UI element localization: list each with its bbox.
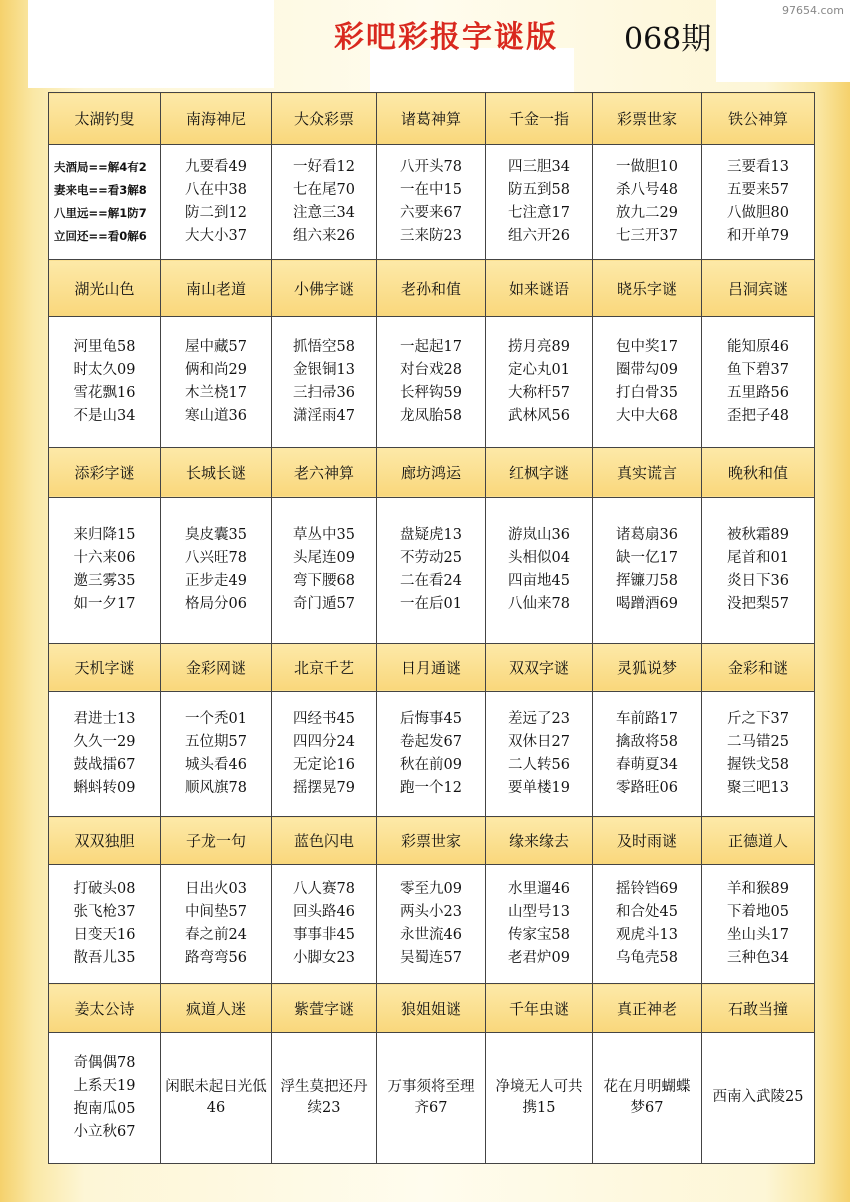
clue-line: 寒山道36 [185,407,247,424]
clue-cell [593,1032,702,1163]
clue-line: 武林风56 [508,407,570,424]
name-row [49,643,815,691]
clue-line: 不劳动25 [400,550,462,567]
clue-line: 邀三雾35 [73,573,136,590]
clue-cell [161,498,272,643]
clue-row [49,1032,815,1163]
riddle-table [48,92,815,1164]
clue-line: 七三开37 [616,228,678,245]
clue-line: 八开头78 [400,159,462,176]
clue-line: 尾首和01 [727,550,789,567]
clue-line: 喝蹭酒69 [616,596,678,613]
clue-line: 游岚山36 [508,527,570,544]
clue-line: 后悔事45 [400,711,462,728]
author-name-cell: 红枫字谜 [486,447,593,497]
clue-cell [593,692,702,817]
clue-line: 一起起17 [400,338,462,355]
clue-cell [593,316,702,447]
clue-line: 五要来57 [727,182,789,199]
author-name-cell: 大众彩票 [272,93,377,145]
clue-cell [486,692,593,817]
clue-cell [49,145,161,260]
clue-cell [49,1032,161,1163]
name-row [49,984,815,1032]
clue-line: 五里路56 [727,384,789,401]
clue-line: 张飞枪37 [73,904,136,921]
author-name-cell: 及时雨谜 [593,817,702,865]
clue-line: 蝌蚪转09 [73,780,136,797]
clue-line: 一在中15 [400,182,462,199]
site-watermark: 97654.com [782,4,844,17]
clue-cell [702,316,815,447]
clue-line: 散吾儿35 [73,950,136,967]
clue-line: 零至九09 [400,881,462,898]
white-mask-left [28,0,274,88]
clue-line: 顺风旗78 [185,780,247,797]
clue-line: 歪把子48 [727,407,789,424]
clue-line: 打白骨35 [616,384,678,401]
clue-line: 九要看49 [185,159,247,176]
clue-line: 差远了23 [508,711,570,728]
clue-line: 要单楼19 [508,780,570,797]
clue-line: 乌龟壳58 [616,950,678,967]
clue-line: 四三胆34 [508,159,570,176]
clue-cell [272,498,377,643]
clue-line: 立回还==看0解6 [54,229,147,244]
clue-line: 大大小37 [185,228,247,245]
clue-line: 日出火03 [185,881,247,898]
clue-line: 五位期57 [185,734,247,751]
clue-line: 潇淫雨47 [293,407,355,424]
clue-cell [486,1032,593,1163]
clue-line: 捞月亮89 [508,338,570,355]
clue-line: 擒敌将58 [616,734,678,751]
author-name-cell: 千年虫谜 [486,984,593,1032]
clue-row [49,692,815,817]
clue-line: 摇摆晃79 [293,780,355,797]
clue-line: 和开单79 [727,228,789,245]
author-name-cell: 灵狐说梦 [593,643,702,691]
name-row [49,447,815,497]
author-name-cell: 铁公神算 [702,93,815,145]
clue-line: 包中奖17 [616,338,678,355]
clue-line: 摇铃铛69 [616,881,678,898]
clue-line: 路弯弯56 [185,950,247,967]
clue-line: 抓悟空58 [293,338,355,355]
clue-cell [161,145,272,260]
clue-line: 木兰桡17 [185,384,247,401]
clue-line: 三要看13 [727,159,789,176]
clue-line: 城头看46 [185,757,247,774]
clue-line: 正步走49 [185,573,247,590]
clue-line: 八做胆80 [727,205,789,222]
clue-cell [593,145,702,260]
clue-cell [49,865,161,984]
clue-line: 龙凤胎58 [400,407,462,424]
author-name-cell: 金彩网谜 [161,643,272,691]
clue-line: 草丛中35 [293,527,355,544]
clue-cell [161,865,272,984]
clue-line: 山型号13 [508,904,570,921]
clue-line: 缺一亿17 [616,550,678,567]
author-name-cell: 子龙一句 [161,817,272,865]
clue-line: 一在后01 [400,596,462,613]
author-name-cell: 石敢当撞 [702,984,815,1032]
clue-cell [272,865,377,984]
clue-cell [486,145,593,260]
clue-line: 八里远==解1防7 [54,206,147,221]
clue-line: 六要来67 [400,205,462,222]
clue-line: 羊和猴89 [727,881,789,898]
clue-cell [593,865,702,984]
clue-line: 鱼下碧37 [727,361,789,378]
clue-line: 下着地05 [727,904,789,921]
clue-line: 河里龟58 [73,338,136,355]
author-name-cell: 老六神算 [272,447,377,497]
clue-cell [702,865,815,984]
clue-line: 春萌夏34 [616,757,678,774]
clue-line: 注意三34 [293,205,355,222]
author-name-cell: 晓乐字谜 [593,260,702,316]
clue-line: 抱南瓜05 [73,1100,136,1117]
clue-cell [161,692,272,817]
clue-line: 雪花飘16 [73,384,136,401]
clue-line: 三来防23 [400,228,462,245]
clue-line: 闲眠未起日光低46 [165,1078,267,1116]
author-name-cell: 双双字谜 [486,643,593,691]
author-name-cell: 吕洞宾谜 [702,260,815,316]
clue-line: 弯下腰68 [293,573,355,590]
clue-line: 八人赛78 [293,881,355,898]
author-name-cell: 小佛字谜 [272,260,377,316]
author-name-cell: 紫萱字谜 [272,984,377,1032]
clue-line: 日变天16 [73,927,136,944]
clue-line: 西南入武陵25 [712,1089,804,1106]
name-row [49,817,815,865]
author-name-cell: 长城长谜 [161,447,272,497]
author-name-cell: 太湖钓叟 [49,93,161,145]
author-name-cell: 廊坊鸿运 [377,447,486,497]
clue-line: 无定论16 [293,757,355,774]
clue-line: 盘疑虎13 [400,527,462,544]
author-name-cell: 湖光山色 [49,260,161,316]
clue-cell [377,692,486,817]
author-name-cell: 晚秋和值 [702,447,815,497]
clue-line: 一个秃01 [185,711,247,728]
clue-line: 中间垫57 [185,904,247,921]
clue-line: 卷起发67 [400,734,462,751]
author-name-cell: 姜太公诗 [49,984,161,1032]
author-name-cell: 老孙和值 [377,260,486,316]
author-name-cell: 双双独胆 [49,817,161,865]
clue-line: 定心丸01 [508,361,570,378]
name-row [49,93,815,145]
clue-line: 防二到12 [185,205,247,222]
clue-cell [377,865,486,984]
clue-line: 车前路17 [616,711,678,728]
clue-cell [49,692,161,817]
clue-line: 二人转56 [508,757,570,774]
clue-cell [49,316,161,447]
clue-line: 握铁戈58 [727,757,789,774]
clue-line: 一做胆10 [616,159,678,176]
clue-line: 花在月明蝴蝶梦67 [603,1078,691,1116]
clue-cell [702,1032,815,1163]
clue-line: 和合处45 [616,904,678,921]
page-title: 彩吧彩报字谜版 [334,20,558,55]
clue-cell [702,498,815,643]
author-name-cell: 日月通谜 [377,643,486,691]
clue-cell [486,865,593,984]
clue-line: 一好看12 [293,159,355,176]
clue-line: 上系天19 [73,1077,136,1094]
clue-cell [161,1032,272,1163]
clue-line: 回头路46 [293,904,355,921]
author-name-cell: 如来谜语 [486,260,593,316]
clue-line: 小脚女23 [293,950,355,967]
author-name-cell: 北京千艺 [272,643,377,691]
author-name-cell: 金彩和谜 [702,643,815,691]
clue-cell [272,692,377,817]
clue-line: 君进士13 [73,711,136,728]
clue-line: 杀八号48 [616,182,678,199]
clue-line: 秋在前09 [400,757,462,774]
author-name-cell: 缘来缘去 [486,817,593,865]
clue-line: 双休日27 [508,734,570,751]
clue-line: 四亩地45 [508,573,570,590]
author-name-cell: 真正神老 [593,984,702,1032]
clue-line: 永世流46 [400,927,462,944]
clue-line: 臭皮囊35 [185,527,247,544]
author-name-cell: 添彩字谜 [49,447,161,497]
issue-number: 068期 [624,22,712,57]
clue-line: 坐山头17 [727,927,789,944]
clue-line: 二马错25 [727,734,789,751]
clue-cell [161,316,272,447]
clue-cell [377,316,486,447]
clue-line: 对台戏28 [400,361,462,378]
clue-line: 被秋霜89 [727,527,789,544]
clue-cell [377,498,486,643]
clue-line: 久久一29 [73,734,136,751]
clue-row [49,865,815,984]
clue-cell [702,692,815,817]
clue-line: 组六来26 [293,228,355,245]
clue-line: 来归降15 [73,527,136,544]
clue-line: 聚三吧13 [727,780,789,797]
clue-row [49,316,815,447]
clue-line: 斤之下37 [727,711,789,728]
clue-line: 大称杆57 [508,384,570,401]
clue-line: 放九二29 [616,205,678,222]
clue-line: 二在看24 [400,573,462,590]
clue-line: 屋中藏57 [185,338,247,355]
clue-line: 春之前24 [185,927,247,944]
clue-line: 俩和尚29 [185,361,247,378]
author-name-cell: 南山老道 [161,260,272,316]
clue-cell [49,498,161,643]
clue-line: 夫酒局==解4有2 [54,160,147,175]
clue-row [49,145,815,260]
clue-line: 三种色34 [727,950,789,967]
author-name-cell: 真实谎言 [593,447,702,497]
clue-cell [486,498,593,643]
clue-line: 八在中38 [185,182,247,199]
name-row [49,260,815,316]
clue-line: 奇偶偶78 [73,1054,136,1071]
clue-cell [272,316,377,447]
clue-cell [486,316,593,447]
clue-line: 圈带勾09 [616,361,678,378]
clue-line: 时太久09 [73,361,136,378]
clue-cell [593,498,702,643]
clue-line: 吴蜀连57 [400,950,462,967]
clue-cell [702,145,815,260]
clue-line: 鼓战擂67 [73,757,136,774]
clue-line: 能知原46 [727,338,789,355]
clue-line: 四经书45 [293,711,355,728]
clue-line: 没把梨57 [727,596,789,613]
clue-line: 不是山34 [73,407,136,424]
clue-line: 十六来06 [73,550,136,567]
clue-line: 三扫帚36 [293,384,355,401]
clue-line: 组六开26 [508,228,570,245]
author-name-cell: 狼姐姐谜 [377,984,486,1032]
clue-line: 零路旺06 [616,780,678,797]
clue-line: 奇门遁57 [293,596,355,613]
clue-line: 挥镰刀58 [616,573,678,590]
clue-line: 两头小23 [400,904,462,921]
author-name-cell: 疯道人迷 [161,984,272,1032]
author-name-cell: 南海神尼 [161,93,272,145]
author-name-cell: 天机字谜 [49,643,161,691]
clue-line: 万事须将至理齐67 [387,1078,475,1116]
clue-line: 八兴旺78 [185,550,247,567]
clue-line: 浮生莫把还丹续23 [280,1078,368,1116]
author-name-cell: 彩票世家 [377,817,486,865]
clue-line: 头尾连09 [293,550,355,567]
clue-line: 四四分24 [293,734,355,751]
clue-line: 诸葛扇36 [616,527,678,544]
clue-line: 跑一个12 [400,780,462,797]
clue-line: 头相似04 [508,550,570,567]
clue-line: 八仙来78 [508,596,570,613]
clue-row [49,498,815,643]
author-name-cell: 正德道人 [702,817,815,865]
clue-line: 七注意17 [508,205,570,222]
clue-cell [272,145,377,260]
clue-line: 金银铜13 [293,361,355,378]
clue-cell [377,145,486,260]
author-name-cell: 诸葛神算 [377,93,486,145]
clue-line: 老君炉09 [508,950,570,967]
clue-line: 水里遛46 [508,881,570,898]
clue-line: 七在尾70 [293,182,355,199]
clue-cell [377,1032,486,1163]
clue-line: 大中大68 [616,407,678,424]
author-name-cell: 千金一指 [486,93,593,145]
clue-line: 炎日下36 [727,573,789,590]
clue-line: 妻来电==看3解8 [54,183,147,198]
clue-line: 小立秋67 [73,1123,136,1140]
clue-line: 打破头08 [73,881,136,898]
clue-line: 净境无人可共携15 [495,1078,583,1116]
clue-cell [272,1032,377,1163]
clue-line: 事事非45 [293,927,355,944]
clue-line: 如一夕17 [73,596,136,613]
clue-line: 格局分06 [185,596,247,613]
author-name-cell: 彩票世家 [593,93,702,145]
author-name-cell: 蓝色闪电 [272,817,377,865]
clue-line: 传家宝58 [508,927,570,944]
clue-line: 防五到58 [508,182,570,199]
clue-line: 观虎斗13 [616,927,678,944]
clue-line: 长秤钩59 [400,384,462,401]
